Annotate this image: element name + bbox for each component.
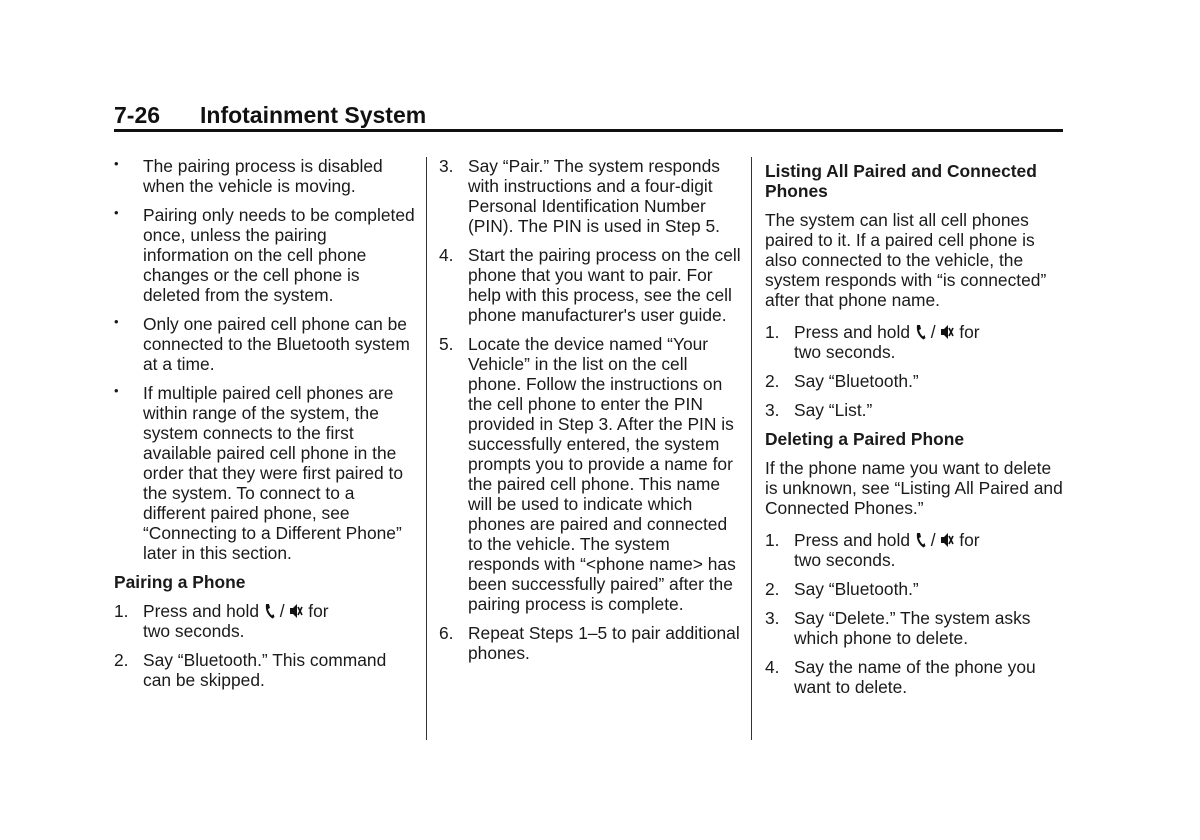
column-2	[439, 156, 741, 672]
step-text: Say “Delete.” The system asks which phone to delete.	[794, 608, 1031, 648]
bullet-icon: •	[114, 156, 119, 171]
step-item	[114, 650, 416, 690]
step-item	[765, 371, 1065, 391]
column-divider	[751, 157, 752, 740]
step-text: /	[930, 530, 936, 550]
section-title: Infotainment System	[200, 102, 427, 128]
phone-handset-icon	[915, 324, 926, 340]
step-item	[439, 623, 741, 663]
step-item	[765, 322, 1065, 362]
step-text: Say “List.”	[794, 400, 873, 420]
step-text: for	[308, 601, 329, 621]
step-number: 6.	[439, 623, 454, 643]
step-text: /	[279, 601, 285, 621]
bullet-text: If multiple paired cell phones are within range of the system, the system connects to the first available paired cell phone in the order that they were first paired to the system. To connect to a different paired phone, see “Connecting to a Different Phone” later in this section.	[143, 383, 404, 563]
page-number: 7-26	[114, 102, 161, 128]
phone-handset-icon	[264, 603, 275, 619]
bullet-item	[114, 205, 416, 305]
step-item	[765, 400, 1065, 420]
speaker-mute-icon	[289, 603, 303, 619]
step-text: Say “Bluetooth.” This command can be skipped.	[143, 650, 387, 690]
speaker-mute-icon	[940, 532, 954, 548]
step-text: Say “Bluetooth.”	[794, 579, 919, 599]
step-number: 4.	[765, 657, 780, 677]
step-item	[765, 530, 1065, 570]
step-text: Press and hold	[794, 322, 911, 342]
column-1	[114, 156, 416, 699]
step-number: 5.	[439, 334, 454, 354]
step-text: for	[959, 530, 980, 550]
step-text: Start the pairing process on the cell phone that you want to pair. For help with this process, see the cell phone manufacturer's user guide.	[468, 245, 741, 325]
step-text: Say “Bluetooth.”	[794, 371, 919, 391]
step-number: 1.	[765, 322, 780, 342]
step-text: two seconds.	[143, 621, 245, 641]
step-item	[114, 601, 416, 641]
pairing-heading: Pairing a Phone	[114, 572, 246, 592]
step-number: 1.	[765, 530, 780, 550]
bullet-icon: •	[114, 205, 119, 220]
bullet-icon: •	[114, 314, 119, 329]
bullet-text: Only one paired cell phone can be connected to the Bluetooth system at a time.	[143, 314, 410, 374]
deleting-paragraph: If the phone name you want to delete is unknown, see “Listing All Paired and Connected Phones.”	[765, 458, 1063, 518]
bullet-icon: •	[114, 383, 119, 398]
bullet-text: Pairing only needs to be completed once, unless the pairing information on the cell phone changes or the cell phone is deleted from the system.	[143, 205, 415, 305]
step-text: Press and hold	[794, 530, 911, 550]
step-text: /	[930, 322, 936, 342]
bullet-item	[114, 314, 416, 374]
step-number: 3.	[765, 608, 780, 628]
step-item	[439, 245, 741, 325]
step-item	[765, 657, 1065, 697]
step-text: two seconds.	[794, 550, 896, 570]
column-divider	[426, 157, 427, 740]
step-number: 1.	[114, 601, 129, 621]
step-number: 2.	[765, 371, 780, 391]
speaker-mute-icon	[940, 324, 954, 340]
listing-paragraph: The system can list all cell phones paired to it. If a paired cell phone is also connected to the vehicle, the system responds with “is connected” after that phone name.	[765, 210, 1047, 310]
step-text: Locate the device named “Your Vehicle” in the list on the cell phone. Follow the instructions on the cell phone to enter the PIN provided in Step 3. After the PIN is successfully entered, the system prompts you to provide a name for the paired cell phone. This name will be used to indicate which phones are paired and connected to the vehicle. The system responds with “<phone name> has been successfully paired” after the pairing process is complete.	[468, 334, 736, 614]
step-text: Press and hold	[143, 601, 260, 621]
step-number: 3.	[765, 400, 780, 420]
column-3	[765, 156, 1065, 706]
step-item	[765, 608, 1065, 648]
bullet-item	[114, 383, 416, 563]
step-text: Say “Pair.” The system responds with instructions and a four-digit Personal Identification Number (PIN). The PIN is used in Step 5.	[468, 156, 720, 236]
step-number: 3.	[439, 156, 454, 176]
header-rule	[114, 129, 1063, 132]
step-item	[765, 579, 1065, 599]
phone-handset-icon	[915, 532, 926, 548]
step-text: for	[959, 322, 980, 342]
step-number: 2.	[765, 579, 780, 599]
page-header	[114, 101, 1063, 133]
step-number: 4.	[439, 245, 454, 265]
bullet-item	[114, 156, 416, 196]
step-text: two seconds.	[794, 342, 896, 362]
step-text: Repeat Steps 1–5 to pair additional phones.	[468, 623, 740, 663]
listing-heading: Listing All Paired and Connected Phones	[765, 161, 1037, 201]
step-item	[439, 156, 741, 236]
step-text: Say the name of the phone you want to delete.	[794, 657, 1036, 697]
bullet-text: The pairing process is disabled when the vehicle is moving.	[143, 156, 383, 196]
deleting-heading: Deleting a Paired Phone	[765, 429, 965, 449]
step-number: 2.	[114, 650, 129, 670]
step-item	[439, 334, 741, 614]
